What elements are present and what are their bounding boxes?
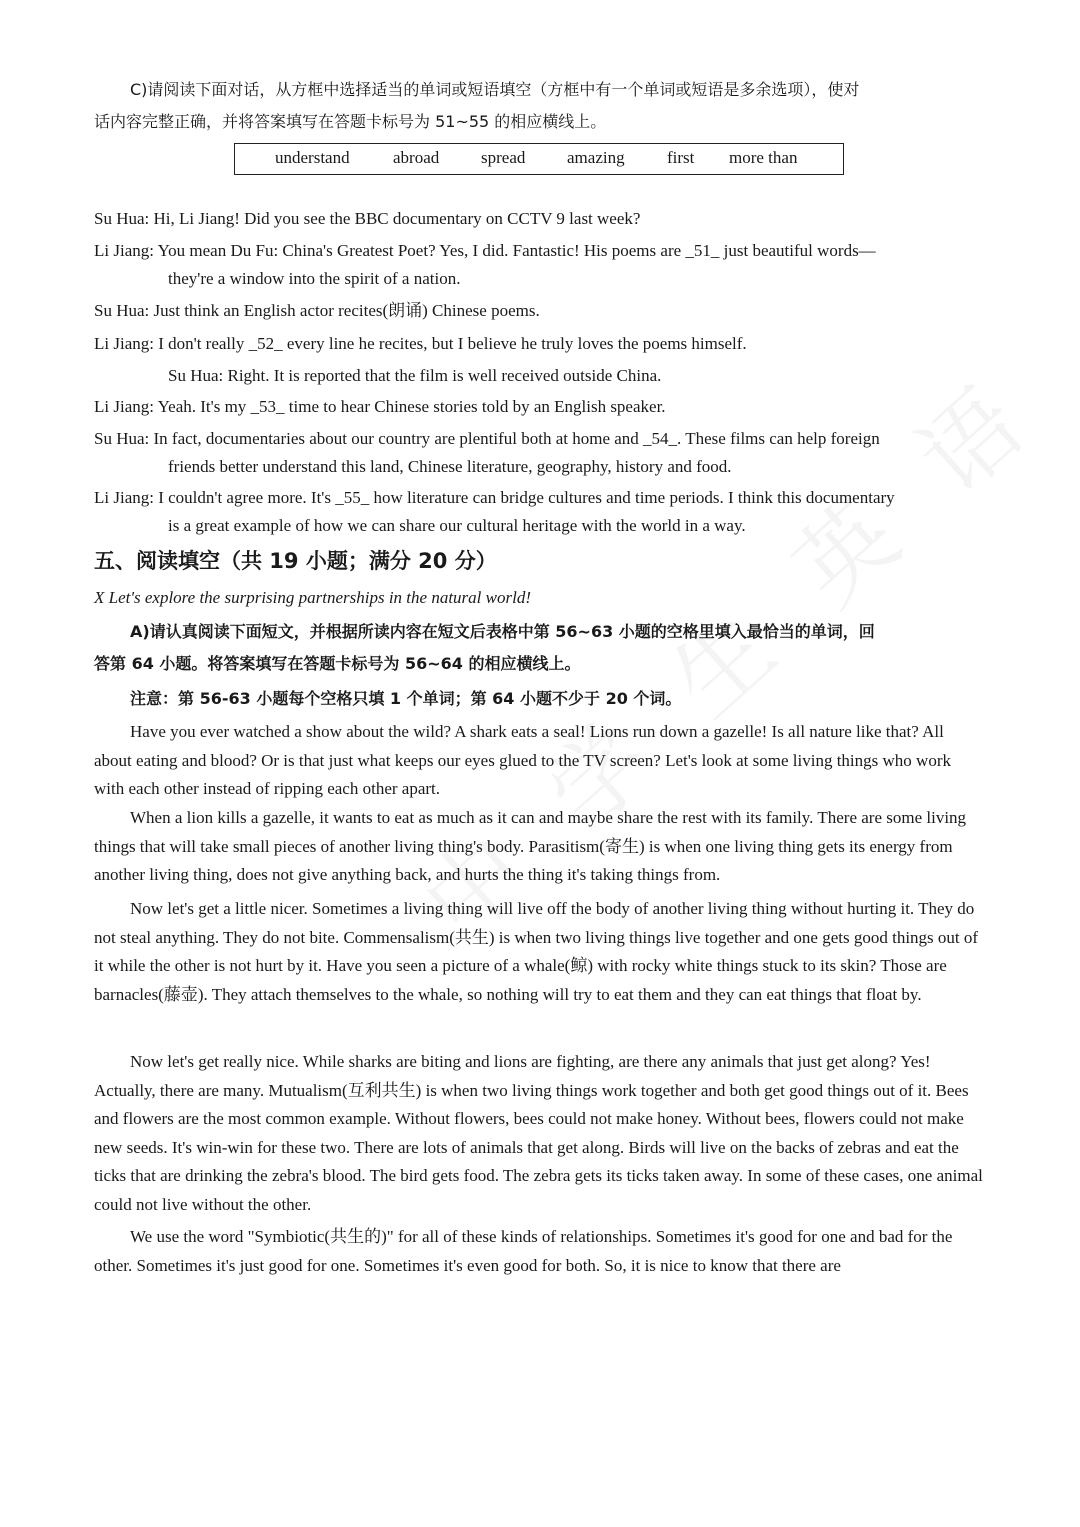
part-a-instruction-2: 答第 64 小题。将答案填写在答题卡标号为 56~64 的相应横线上。 <box>94 654 581 673</box>
word-option: understand <box>275 148 350 167</box>
dialogue-line: Li Jiang: I couldn't agree more. It's _55_ how literature can bridge cultures and time periods. I think this documentary is a great example of how we can share our cultural heritage with the world in a way. <box>94 488 895 535</box>
passage-paragraph: Now let's get a little nicer. Sometimes a living thing will live off the body of another living thing without hurting it. They do not steal anything. They do not bite. Commensalism(共生) is when two living things live together and one gets good things out of it while the other is not hurt by it. Have you seen a picture of a whale(鲸) with rocky white things stuck to its skin? Those are barnacles(藤壶). They attach themselves to the whale, so nothing will try to eat them and they can eat things that float by. <box>94 899 979 1004</box>
word-option: amazing <box>567 148 625 167</box>
passage-paragraph: When a lion kills a gazelle, it wants to eat as much as it can and maybe share the rest with its family. There are some living things that will take small pieces of another living thing's body. Parasitism(寄生) is when one living thing gets its energy from another living thing, does not give anything back, and hurts the thing it's taking things from. <box>94 808 967 884</box>
dialogue-line: Li Jiang: You mean Du Fu: China's Greatest Poet? Yes, I did. Fantastic! His poems are _51_ just beautiful words— they're a window into the spirit of a nation. <box>94 241 876 288</box>
dialogue-line: Li Jiang: I don't really _52_ every line he recites, but I believe he truly loves the poems himself. <box>94 334 747 353</box>
section-heading: 五、阅读填空（共 19 小题；满分 20 分） <box>94 549 497 573</box>
dialogue-line: Su Hua: In fact, documentaries about our country are plentiful both at home and _54_. These films can help foreign friends better understand this land, Chinese literature, geography, history and food. <box>94 429 880 476</box>
word-option: first <box>667 148 695 167</box>
passage-paragraph: Have you ever watched a show about the wild? A shark eats a seal! Lions run down a gazelle! Is all nature like that? All about eating and blood? Or is that just what keeps our eyes glued to the TV screen? Let's look at some living things who work with each other instead of ripping each other apart. <box>94 722 951 798</box>
part-c-instruction-1: C)请阅读下面对话，从方框中选择适当的单词或短语填空（方框中有一个单词或短语是多余选项），使对 <box>130 80 860 99</box>
dialogue-line: Su Hua: Right. It is reported that the film is well received outside China. <box>168 366 662 385</box>
word-box <box>234 143 844 175</box>
word-option: spread <box>481 148 526 167</box>
dialogue-line: Su Hua: Hi, Li Jiang! Did you see the BBC documentary on CCTV 9 last week? <box>94 209 641 228</box>
section-subtitle: X Let's explore the surprising partnerships in the natural world! <box>94 588 531 607</box>
dialogue-line: Li Jiang: Yeah. It's my _53_ time to hear Chinese stories told by an English speaker. <box>94 397 666 416</box>
part-a-instruction-1: A)请认真阅读下面短文，并根据所读内容在短文后表格中第 56~63 小题的空格里填入最恰当的单词，回 <box>130 622 875 641</box>
word-option: abroad <box>393 148 440 167</box>
part-a-note: 注意：第 56-63 小题每个空格只填 1 个单词；第 64 小题不少于 20 个词。 <box>130 689 682 708</box>
dialogue-line: Su Hua: Just think an English actor recites(朗诵) Chinese poems. <box>94 301 540 320</box>
word-option: more than <box>729 148 798 167</box>
passage-paragraph: We use the word "Symbiotic(共生的)" for all of these kinds of relationships. Sometimes it's good for one and bad for the other. Sometimes it's just good for one. Sometimes it's even good for both. So, it is nice to know that there are <box>94 1227 953 1275</box>
part-c-instruction-2: 话内容完整正确，并将答案填写在答题卡标号为 51~55 的相应横线上。 <box>94 112 607 131</box>
passage-paragraph: Now let's get really nice. While sharks are biting and lions are fighting, are there any animals that just get along? Yes! Actually, there are many. Mutualism(互利共生) is when two living things work together and both get good things out of it. Bees and flowers are the most common example. Without flowers, bees could not make honey. Without bees, flowers could not make new seeds. It's win-win for these two. There are lots of animals that get along. Birds will live on the backs of zebras and eat the ticks that are drinking the zebra's blood. The bird gets food. The zebra gets its ticks taken away. In some of these cases, one animal could not live without the other. <box>94 1052 983 1214</box>
